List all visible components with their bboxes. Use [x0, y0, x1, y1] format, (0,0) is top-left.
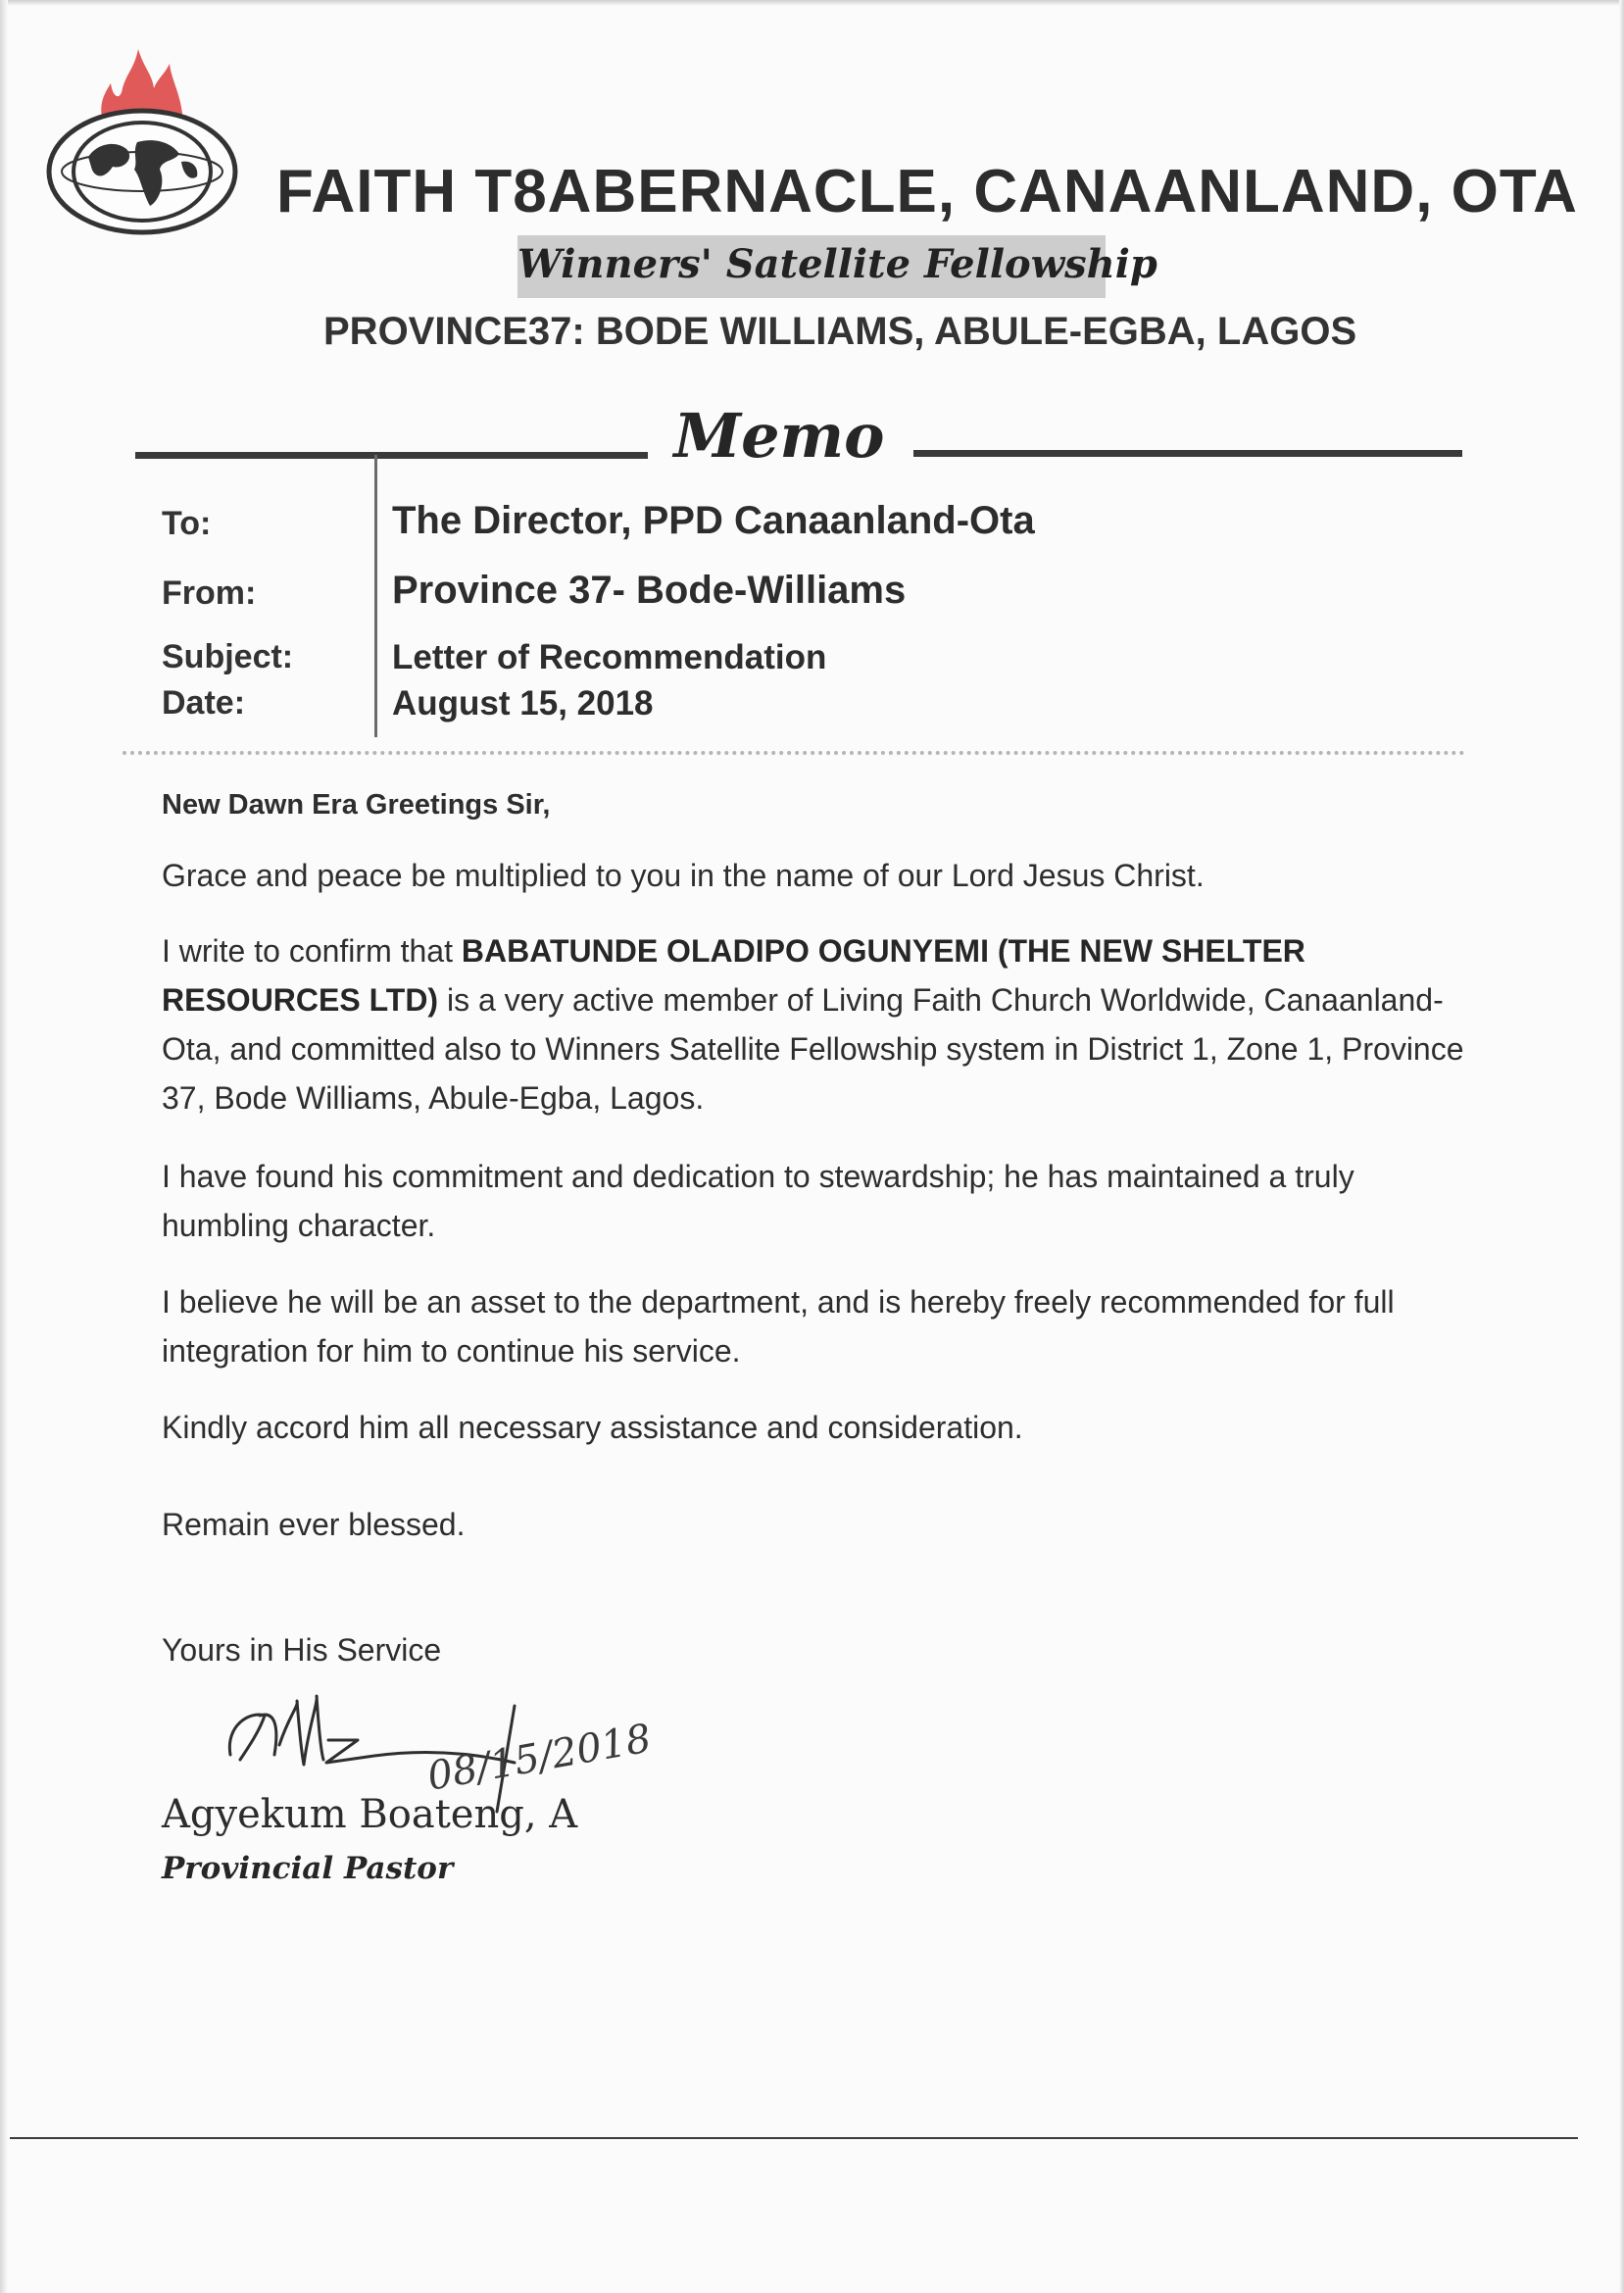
to-value: The Director, PPD Canaanland-Ota	[392, 499, 1035, 542]
signer-title: Provincial Pastor	[162, 1851, 454, 1886]
subject-label: Subject:	[162, 638, 294, 675]
from-value: Province 37- Bode-Williams	[392, 569, 907, 612]
to-label: To:	[162, 505, 212, 542]
paragraph-text: is a very active member of Living Faith Church Worldwide, Canaanland-Ota, and committed also to Winners Satellite Fellowship system in District 1, Zone 1, Province 37, Bode Williams, Abule-Egba, Lagos.	[162, 982, 1464, 1116]
from-label: From:	[162, 574, 257, 612]
scan-edge	[0, 0, 8, 2293]
paragraph: Grace and peace be multiplied to you in the name of our Lord Jesus Christ.	[162, 858, 1205, 893]
province-address: PROVINCE37: BODE WILLIAMS, ABULE-EGBA, LAGOS	[323, 310, 1357, 353]
paragraph-text: I write to confirm that	[162, 933, 462, 969]
date-value: August 15, 2018	[392, 684, 654, 723]
memo-title: Memo	[673, 400, 885, 472]
memo-header-divider	[374, 455, 377, 737]
paragraph	[162, 926, 1475, 1122]
paragraph: I have found his commitment and dedication to stewardship; he has maintained a truly humbling character.	[162, 1159, 1354, 1243]
paragraph: Remain ever blessed.	[162, 1507, 466, 1542]
signer-name: Agyekum Boateng, A	[162, 1792, 578, 1837]
header-separator	[123, 751, 1465, 755]
signature-date: 08/15/2018	[423, 1716, 655, 1800]
member-name: BABATUNDE OLADIPO OGUNYEMI (THE NEW SHELTER RESOURCES LTD)	[162, 933, 1305, 1018]
scan-edge	[0, 0, 1624, 6]
valediction: Yours in His Service	[162, 1632, 442, 1668]
fellowship-name: Winners' Satellite Fellowship	[517, 241, 1157, 287]
paragraph: I believe he will be an asset to the department, and is hereby freely recommended for full integration for him to continue his service.	[162, 1284, 1395, 1369]
organization-name: FAITH T8ABERNACLE, CANAANLAND, OTA	[276, 158, 1578, 225]
paragraph: Kindly accord him all necessary assistance and consideration.	[162, 1410, 1023, 1445]
church-logo-icon	[44, 44, 240, 240]
memo-rule	[913, 450, 1462, 457]
greeting: New Dawn Era Greetings Sir,	[162, 789, 551, 821]
date-label: Date:	[162, 684, 246, 722]
subject-value: Letter of Recommendation	[392, 638, 827, 676]
scan-edge	[1619, 0, 1624, 2293]
memo-rule	[135, 452, 648, 459]
footer-rule	[10, 2137, 1578, 2139]
